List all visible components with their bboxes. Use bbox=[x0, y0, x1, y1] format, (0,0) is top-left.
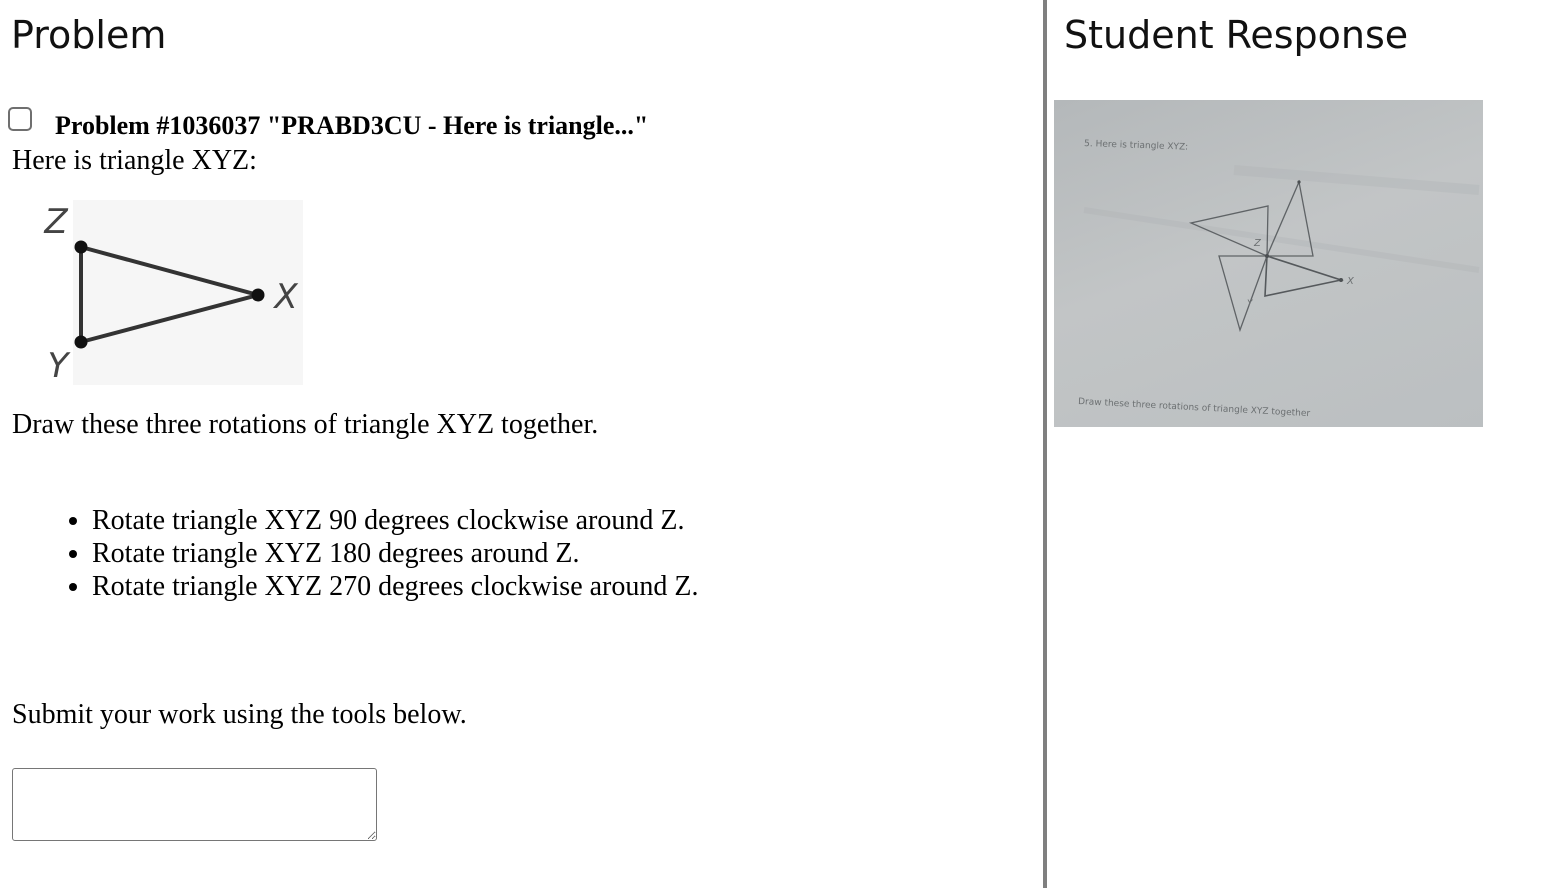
student-response-image bbox=[1054, 100, 1483, 427]
student-response-heading: Student Response bbox=[1064, 13, 1409, 57]
photo-label-z: Z bbox=[1254, 238, 1261, 249]
vertex-z-label: Z bbox=[44, 202, 68, 242]
photo-triangle-rotated-270 bbox=[1219, 256, 1267, 330]
rotation-list bbox=[50, 504, 698, 603]
vertex-y-point bbox=[75, 336, 88, 349]
problem-instruction: Draw these three rotations of triangle XYZ together. bbox=[12, 409, 599, 440]
problem-intro: Here is triangle XYZ: bbox=[12, 145, 257, 176]
vertex-y-label: Y bbox=[47, 346, 69, 386]
photo-label-y: Y bbox=[1247, 299, 1253, 309]
vertex-z-point bbox=[75, 241, 88, 254]
answer-textarea[interactable] bbox=[12, 768, 377, 841]
figure-background bbox=[73, 200, 303, 385]
submit-note: Submit your work using the tools below. bbox=[12, 699, 467, 730]
problem-heading: Problem bbox=[11, 13, 167, 57]
photo-bottom-caption: Draw these three rotations of triangle XYZ together bbox=[1077, 397, 1311, 420]
list-item: • Rotate triangle XYZ 90 degrees clockwise around Z. bbox=[92, 504, 698, 537]
list-item: • Rotate triangle XYZ 180 degrees around Z. bbox=[92, 537, 698, 570]
triangle-xyz-figure bbox=[28, 195, 318, 390]
problem-checkbox[interactable] bbox=[8, 107, 32, 131]
photo-top-caption: 5. Here is triangle XYZ: bbox=[1083, 139, 1189, 153]
list-item: • Rotate triangle XYZ 270 degrees clockwise around Z. bbox=[92, 570, 698, 603]
photo-label-x: X bbox=[1347, 276, 1354, 287]
problem-title: Problem #1036037 "PRABD3CU - Here is triangle..." bbox=[55, 111, 649, 140]
photo-triangle-original bbox=[1265, 256, 1341, 296]
vertex-x-label: X bbox=[274, 277, 298, 317]
response-photo-drawing bbox=[1054, 100, 1483, 427]
vertex-x-point bbox=[252, 289, 265, 302]
student-response-pane bbox=[1047, 0, 1544, 888]
